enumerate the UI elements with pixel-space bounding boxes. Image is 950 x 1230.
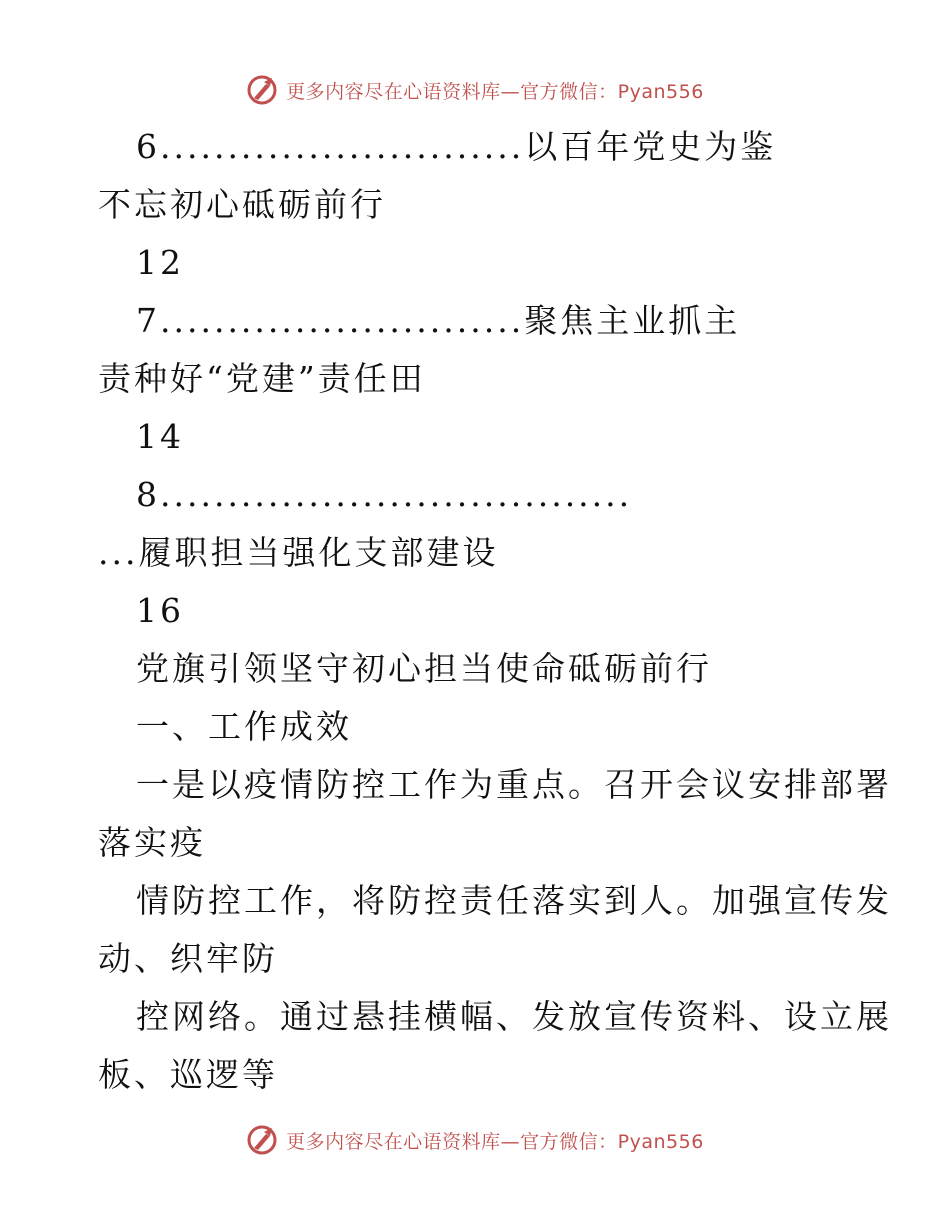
watermark-text: 更多内容尽在心语资料库—官方微信：Pyan556 [286,1130,704,1153]
pen-circle-icon [246,1124,278,1156]
toc-entry-6-line1: 6...........................以百年党史为鉴 [136,127,777,166]
toc-entry-6-line2: 不忘初心砥砺前行 [98,185,386,224]
toc-entry-6-page: 12 [136,243,184,282]
toc-entry-7-page: 14 [136,417,184,456]
toc-entry-7-line2: 责种好“党建”责任田 [98,359,426,398]
paragraph-line: 落实疫 [98,823,206,862]
paragraph-line: 情防控工作，将防控责任落实到人。加强宣传发 [136,881,892,920]
paragraph-line: 动、织牢防 [98,939,278,978]
paragraph-line: 控网络。通过悬挂横幅、发放宣传资料、设立展 [136,997,892,1036]
paragraph-line: 一是以疫情防控工作为重点。召开会议安排部署 [136,765,892,804]
paragraph-line: 板、巡逻等 [98,1055,278,1094]
toc-entry-8-line2: ...履职担当强化支部建设 [98,533,499,572]
toc-entry-7-line1: 7...........................聚焦主业抓主 [136,301,741,340]
footer-watermark [0,1120,950,1160]
toc-entry-8-line1: 8................................... [136,475,633,514]
watermark-text: 更多内容尽在心语资料库—官方微信：Pyan556 [286,80,704,103]
document-body [98,118,892,1104]
section-title: 党旗引领坚守初心担当使命砥砺前行 [136,649,712,688]
section-heading: 一、工作成效 [136,707,352,746]
toc-entry-8-page: 16 [136,591,184,630]
header-watermark [0,70,950,110]
pen-circle-icon [246,74,278,106]
